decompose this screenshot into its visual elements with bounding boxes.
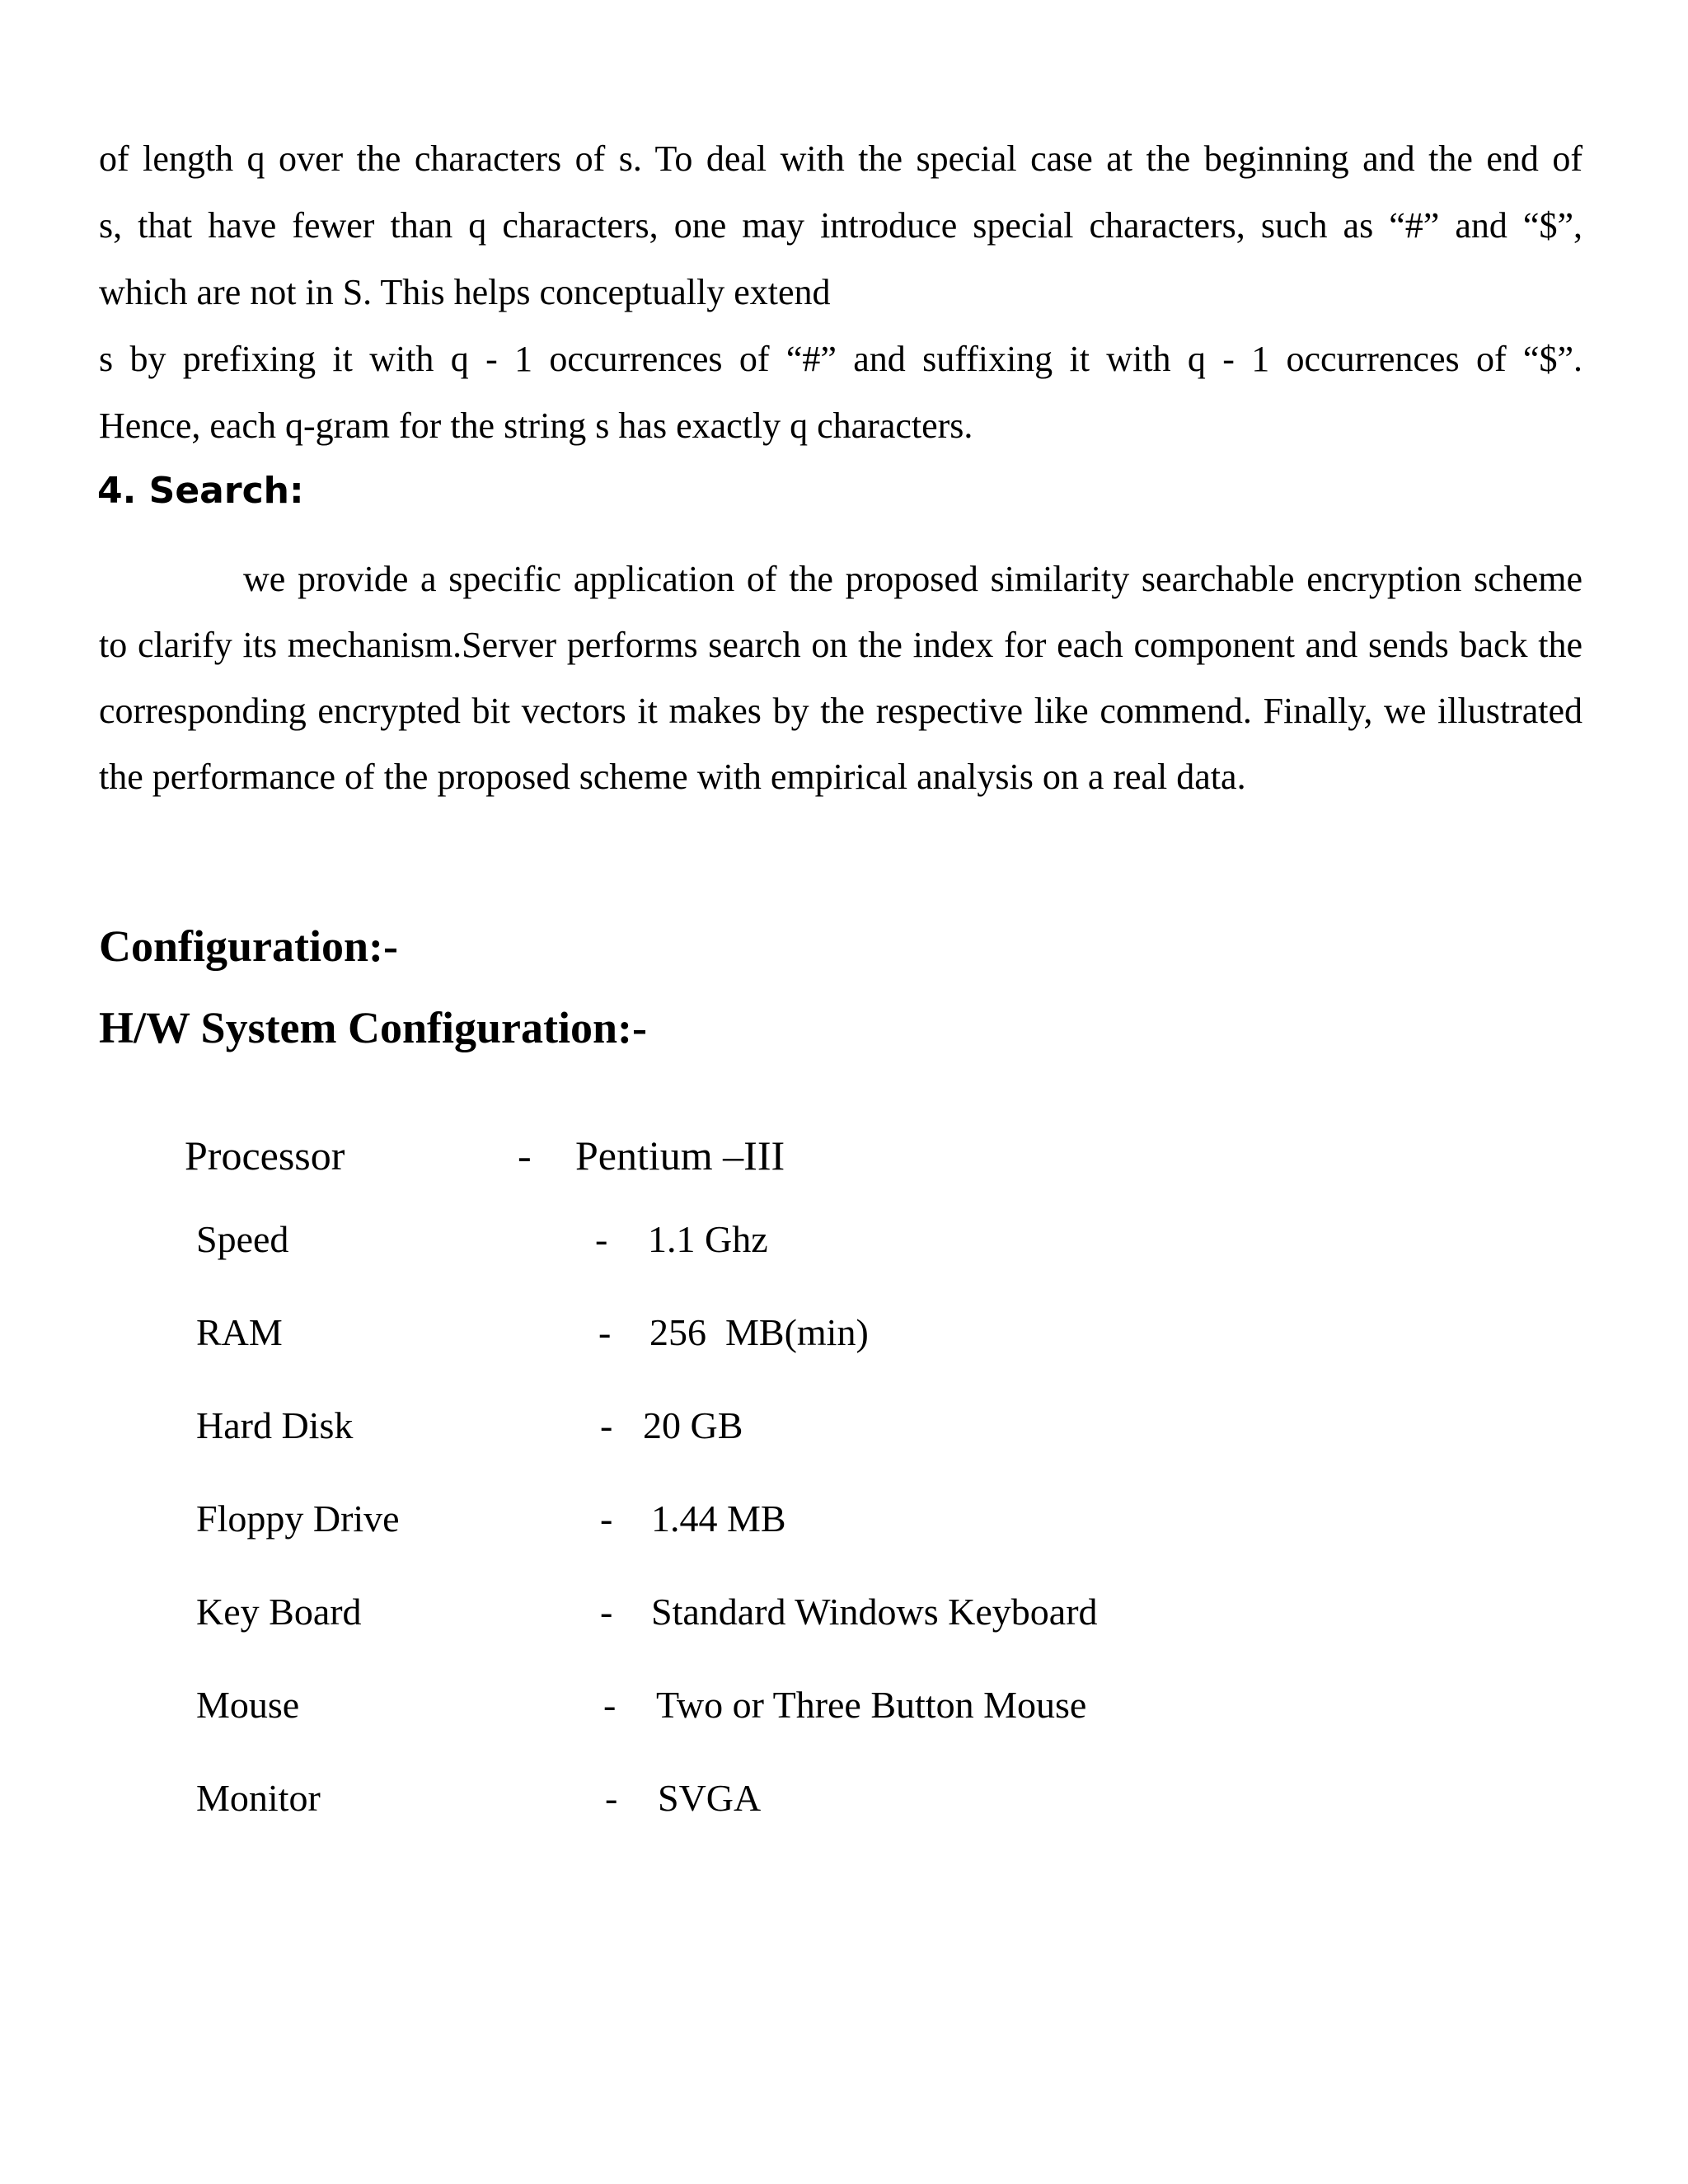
intro-line-5: Hence, each q-gram for the string s has exactly q characters. <box>99 405 973 446</box>
search-heading: 4. Search: <box>97 470 304 512</box>
spec-name: Monitor <box>196 1777 321 1819</box>
spec-value: Pentium –III <box>575 1132 785 1179</box>
spec-name: Mouse <box>196 1684 300 1726</box>
spec-dash: - <box>603 1684 617 1726</box>
hw-configuration-heading: H/W System Configuration:- <box>99 1003 648 1052</box>
spec-name: Processor <box>185 1132 345 1179</box>
spec-name: RAM <box>196 1311 283 1353</box>
spec-value: 1.44 MB <box>651 1497 786 1540</box>
spec-value: Two or Three Button Mouse <box>656 1684 1087 1726</box>
spec-name: Speed <box>196 1218 289 1260</box>
spec-value: 20 GB <box>643 1404 743 1446</box>
spec-value: 256 MB(min) <box>649 1311 869 1353</box>
spec-name: Floppy Drive <box>196 1497 400 1540</box>
spec-value: SVGA <box>658 1777 762 1819</box>
configuration-heading: Configuration:- <box>99 921 398 971</box>
spec-dash: - <box>600 1497 613 1540</box>
spec-value: 1.1 Ghz <box>648 1218 768 1260</box>
spec-dash: - <box>595 1218 608 1260</box>
search-paragraph-text: we provide a specific application of the proposed similarity searchable encryption scheme to clarify its mechanism.Server performs search on the index for each component and sends back the corresponding encrypted bit vectors it makes by the respective like commend. Finally, we illustrated the performance of the proposed scheme with empirical analysis on a real data. <box>99 559 1582 797</box>
intro-line-4: s by prefixing it with q - 1 occurrences of “#” and suffixing it with q - 1 occurrences of “$”. <box>99 339 1582 379</box>
spec-dash: - <box>600 1591 613 1633</box>
intro-line-1: of length q over the characters of s. To deal with the special case at the beginning and the end of <box>99 138 1582 179</box>
intro-line-2: s, that have fewer than q characters, one may introduce special characters, such as “#” and “$”, <box>99 205 1582 246</box>
spec-name: Hard Disk <box>196 1404 354 1446</box>
spec-value: Standard Windows Keyboard <box>651 1591 1098 1633</box>
spec-dash: - <box>600 1404 613 1446</box>
intro-line-3: which are not in S. This helps conceptually extend <box>99 272 831 312</box>
search-paragraph <box>99 546 1582 810</box>
spec-dash: - <box>518 1132 532 1179</box>
spec-dash: - <box>605 1777 618 1819</box>
spec-name: Key Board <box>196 1591 362 1633</box>
spec-dash: - <box>598 1311 612 1353</box>
intro-paragraph <box>99 125 1582 459</box>
